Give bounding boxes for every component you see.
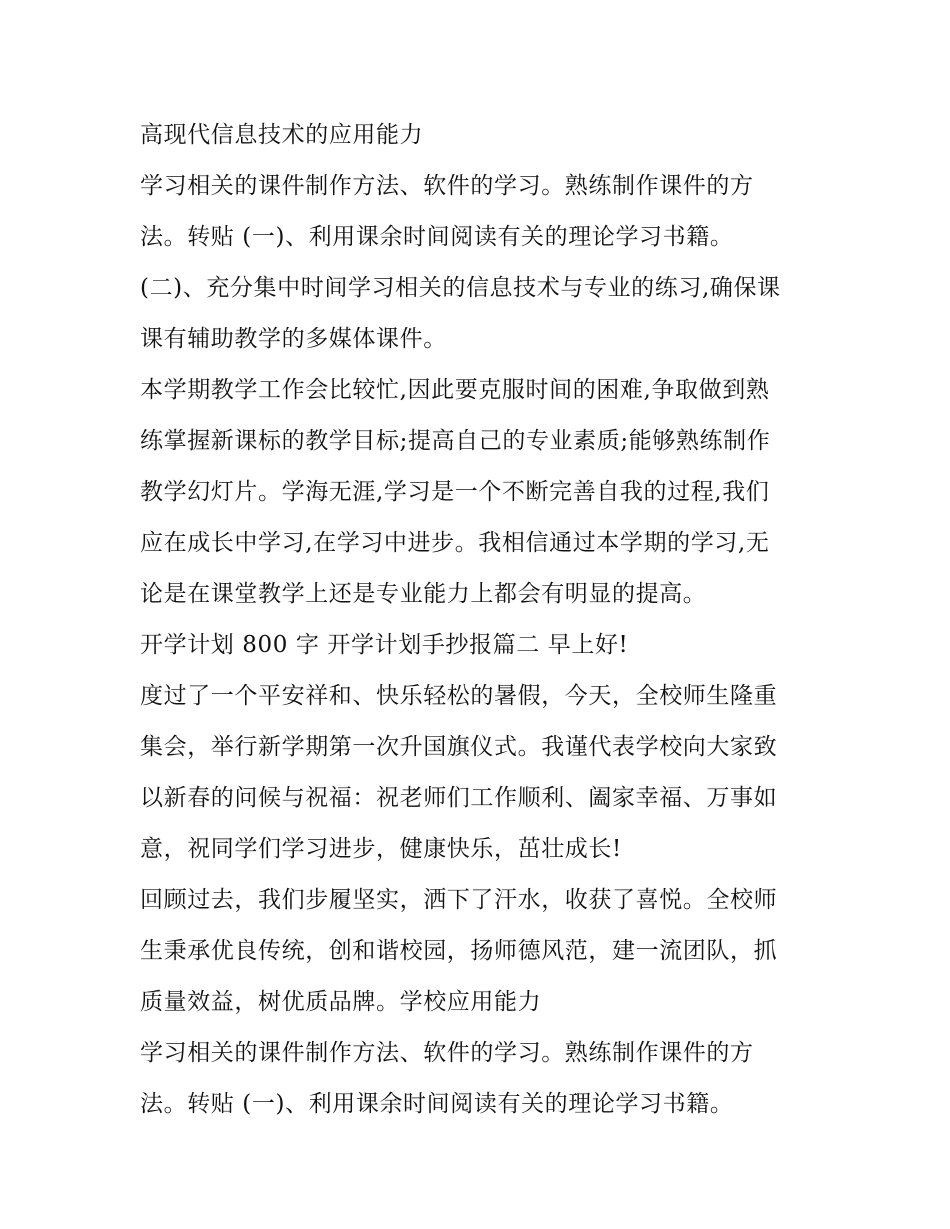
text-line: 学习相关的课件制作方法、软件的学习。熟练制作课件的方 xyxy=(140,173,754,199)
text-line: 课有辅助教学的多媒体课件。 xyxy=(140,326,447,352)
text-line: 高现代信息技术的应用能力 xyxy=(140,122,424,148)
text-line: 回顾过去，我们步履坚实，洒下了汗水，收获了喜悦。全校师 xyxy=(140,887,778,913)
text-line: 意，祝同学们学习进步，健康快乐，茁壮成长! xyxy=(140,836,622,862)
text-line: 法。转贴 (一)、利用课余时间阅读有关的理论学习书籍。 xyxy=(140,224,734,250)
text-line: 论是在课堂教学上还是专业能力上都会有明显的提高。 xyxy=(140,581,707,607)
text-line: 本学期教学工作会比较忙,因此要克服时间的困难,争取做到熟 xyxy=(140,377,770,403)
text-line: 教学幻灯片。学海无涯,学习是一个不断完善自我的过程,我们 xyxy=(140,479,770,505)
text-line: (二)、充分集中时间学习相关的信息技术与专业的练习,确保课 xyxy=(140,275,781,301)
text-line: 质量效益，树优质品牌。学校应用能力 xyxy=(140,989,542,1015)
text-line: 度过了一个平安祥和、快乐轻松的暑假，今天，全校师生隆重 xyxy=(140,683,778,709)
text-line: 开学计划 800 字 开学计划手抄报篇二 早上好! xyxy=(140,632,629,658)
text-line: 应在成长中学习,在学习中进步。我相信通过本学期的学习,无 xyxy=(140,530,770,556)
text-line: 学习相关的课件制作方法、软件的学习。熟练制作课件的方 xyxy=(140,1040,754,1066)
text-line: 法。转贴 (一)、利用课余时间阅读有关的理论学习书籍。 xyxy=(140,1091,734,1117)
text-line: 生秉承优良传统，创和谐校园，扬师德风范，建一流团队，抓 xyxy=(140,938,778,964)
text-line: 集会，举行新学期第一次升国旗仪式。我谨代表学校向大家致 xyxy=(140,734,778,760)
text-line: 以新春的问候与祝福：祝老师们工作顺利、阖家幸福、万事如 xyxy=(140,785,778,811)
text-line: 练掌握新课标的教学目标;提高自己的专业素质;能够熟练制作 xyxy=(140,428,771,454)
document-body xyxy=(140,110,830,1130)
